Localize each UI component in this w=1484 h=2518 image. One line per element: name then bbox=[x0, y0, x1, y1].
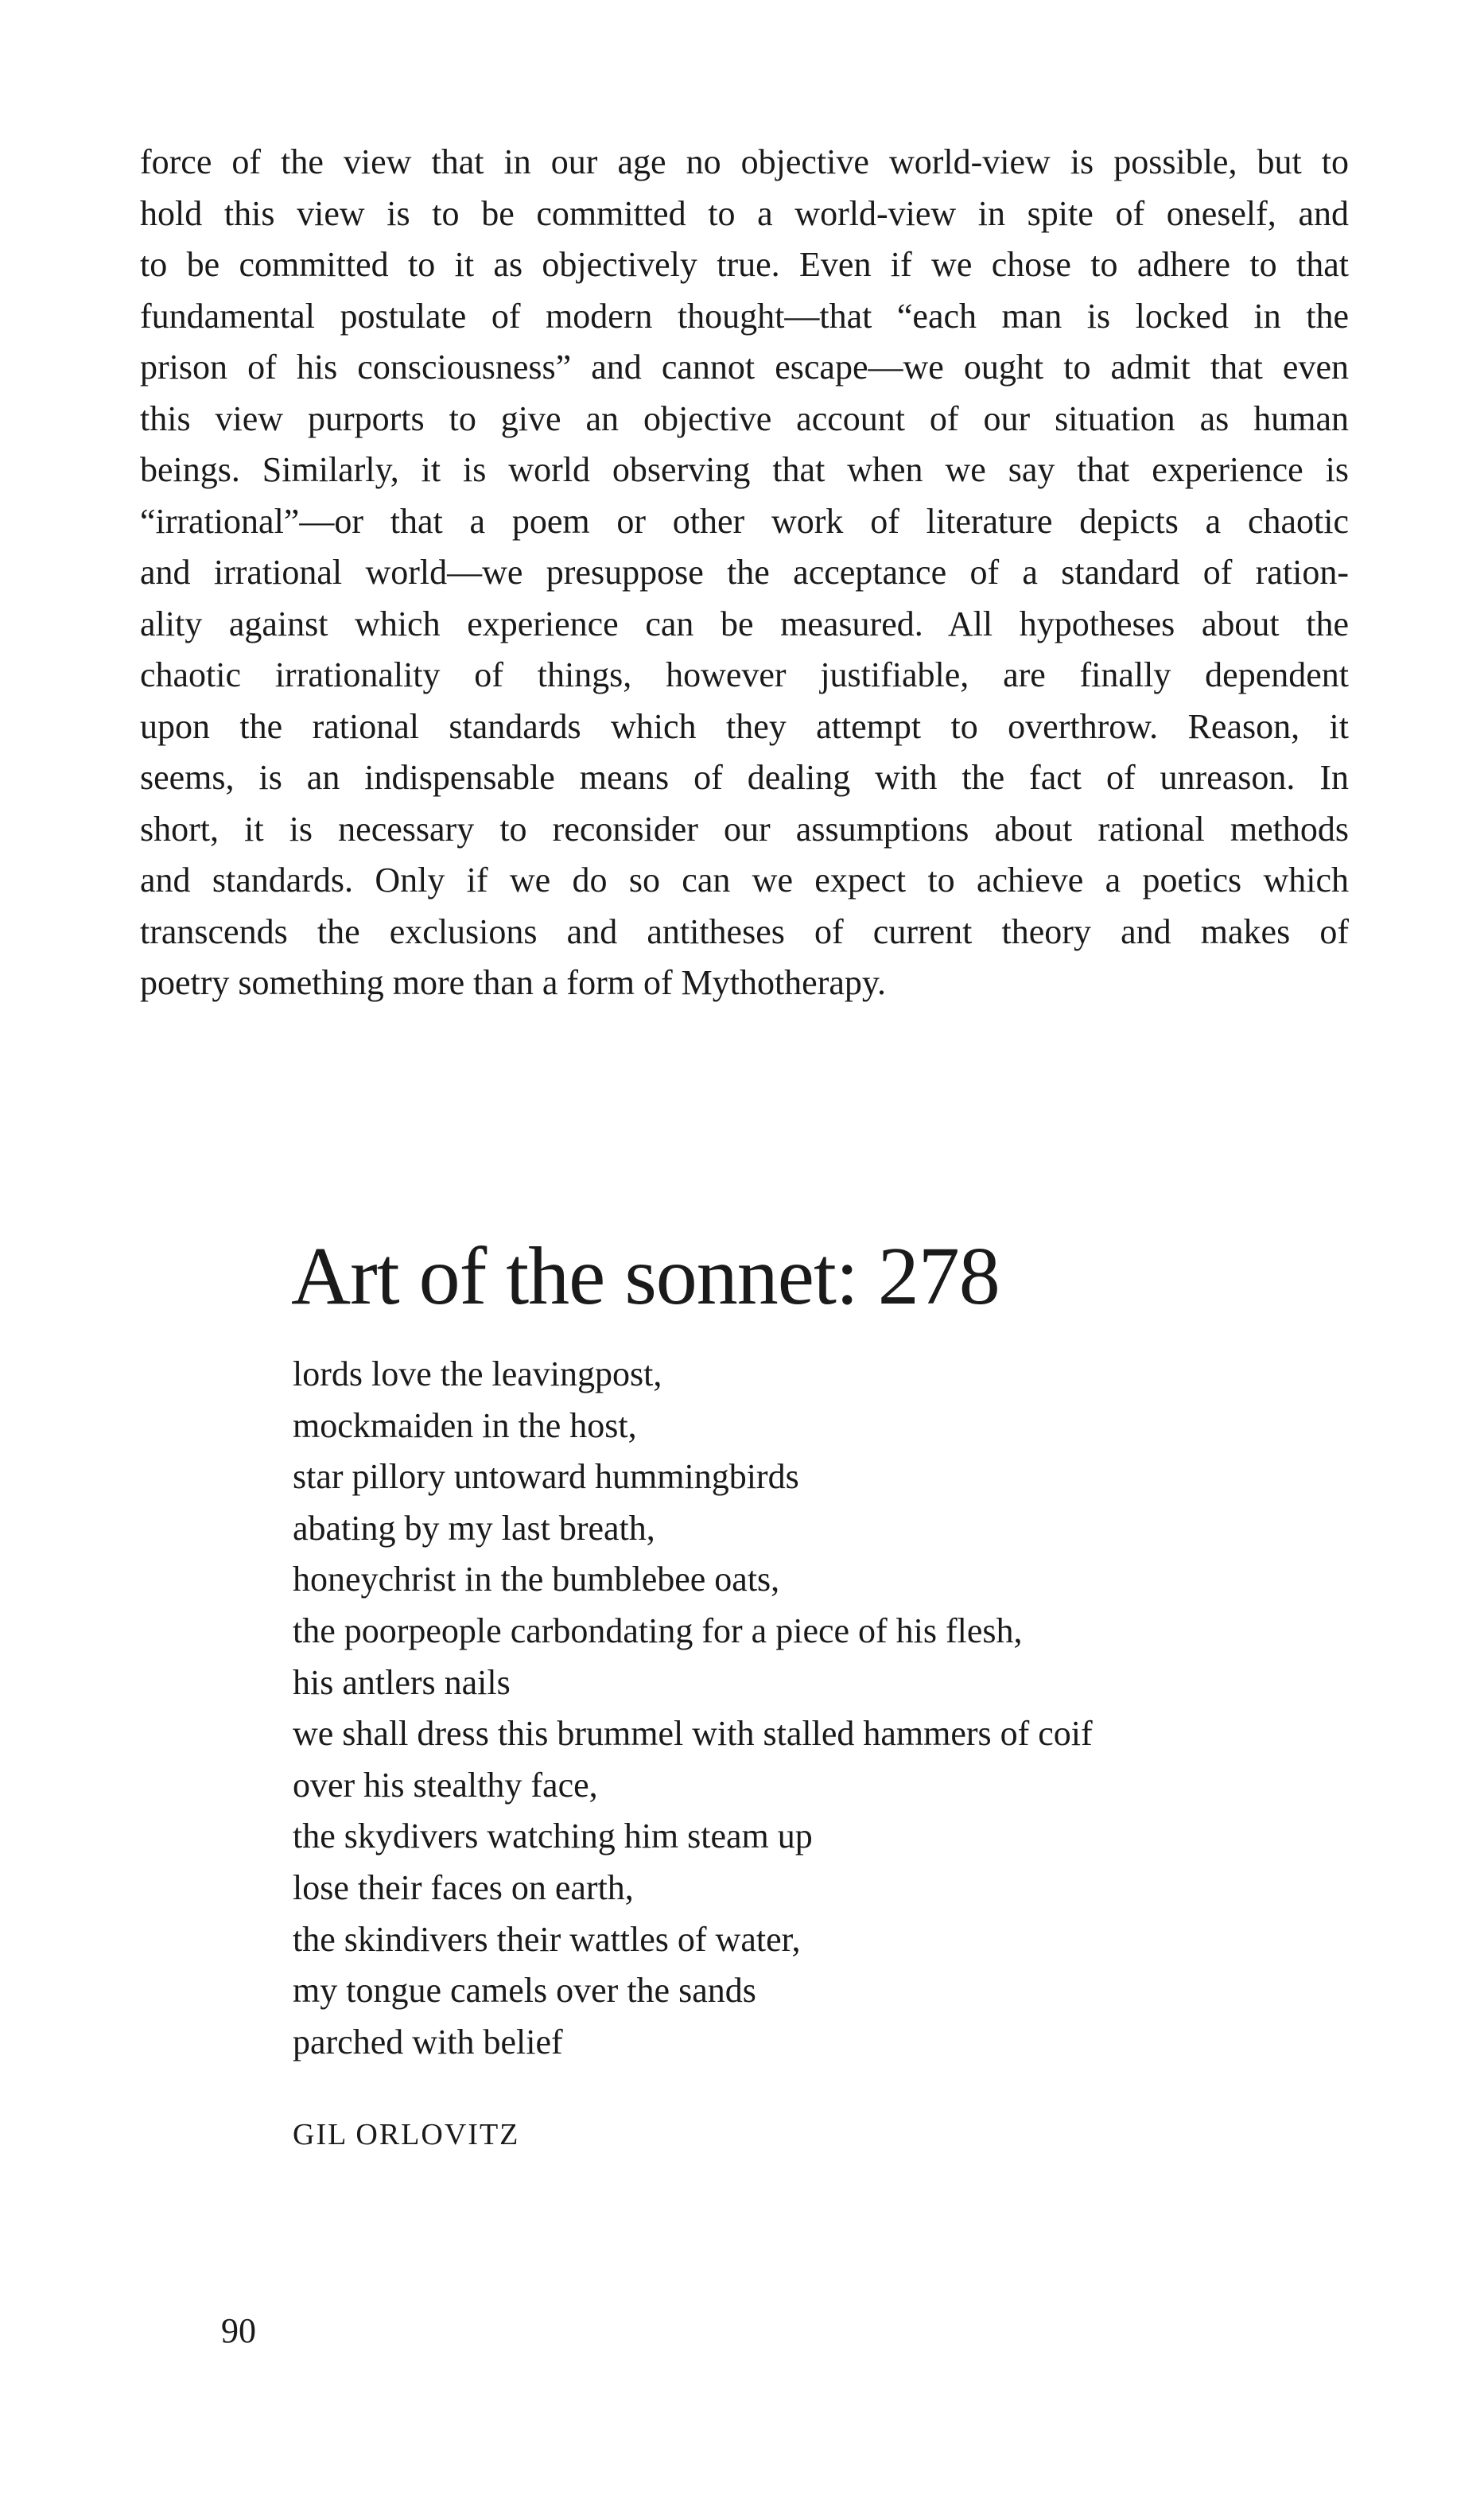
poem-line: parched with belief bbox=[293, 2022, 563, 2061]
poem-line: the skydivers watching him steam up bbox=[293, 1817, 813, 1856]
poem-line: his antlers nails bbox=[293, 1662, 511, 1702]
poem-author: GIL ORLOVITZ bbox=[293, 2118, 520, 2151]
essay-line: to be committed to it as objectively true. Even if we chose to adhere to that bbox=[140, 245, 1349, 284]
essay-line: prison of his consciousness” and cannot escape—we ought to admit that even bbox=[140, 348, 1349, 387]
poem-title: Art of the sonnet: 278 bbox=[291, 1230, 1000, 1322]
essay-paragraph bbox=[140, 137, 1349, 1009]
essay-line: upon the rational standards which they attempt to overthrow. Reason, it bbox=[140, 706, 1349, 746]
essay-line: transcends the exclusions and antitheses of current theory and makes of bbox=[140, 911, 1349, 951]
poem-line: my tongue camels over the sands bbox=[293, 1971, 756, 2011]
poem-line: lose their faces on earth, bbox=[293, 1867, 634, 1907]
essay-line: this view purports to give an objective account of our situation as human bbox=[140, 398, 1349, 438]
poem-line: honeychrist in the bumblebee oats, bbox=[293, 1560, 780, 1599]
essay-line: short, it is necessary to reconsider our assumptions about rational methods bbox=[140, 809, 1349, 849]
essay-line: hold this view is to be committed to a world-view in spite of oneself, and bbox=[140, 193, 1349, 233]
poem-line: the poorpeople carbondating for a piece of his flesh, bbox=[293, 1611, 1023, 1650]
poem-line: abating by my last breath, bbox=[293, 1508, 655, 1548]
essay-line: “irrational”—or that a poem or other work of literature depicts a chaotic bbox=[140, 501, 1349, 541]
poem-line: lords love the leavingpost, bbox=[293, 1354, 662, 1393]
poem-line: star pillory untoward hummingbirds bbox=[293, 1457, 799, 1497]
poem-line: the skindivers their wattles of water, bbox=[293, 1919, 801, 1959]
poem-line: mockmaiden in the host, bbox=[293, 1405, 637, 1445]
essay-line: force of the view that in our age no objective world-view is possible, but to bbox=[140, 142, 1349, 181]
page-number: 90 bbox=[221, 2311, 256, 2350]
essay-line: and standards. Only if we do so can we expect to achieve a poetics which bbox=[140, 861, 1349, 900]
essay-line: seems, is an indispensable means of dealing with the fact of unreason. In bbox=[140, 758, 1349, 797]
poem-body bbox=[293, 1349, 1327, 2068]
poem-line: we shall dress this brummel with stalled hammers of coif bbox=[293, 1714, 1093, 1754]
essay-line: chaotic irrationality of things, however justifiable, are finally dependent bbox=[140, 655, 1349, 694]
essay-line: fundamental postulate of modern thought—that “each man is locked in the bbox=[140, 296, 1349, 336]
essay-line: and irrational world—we presuppose the acceptance of a standard of ration- bbox=[140, 553, 1349, 592]
essay-line: poetry something more than a form of Mythotherapy. bbox=[140, 963, 887, 1002]
essay-line: beings. Similarly, it is world observing that when we say that experience is bbox=[140, 450, 1349, 489]
poem-line: over his stealthy face, bbox=[293, 1765, 598, 1805]
essay-line: ality against which experience can be measured. All hypotheses about the bbox=[140, 604, 1349, 643]
